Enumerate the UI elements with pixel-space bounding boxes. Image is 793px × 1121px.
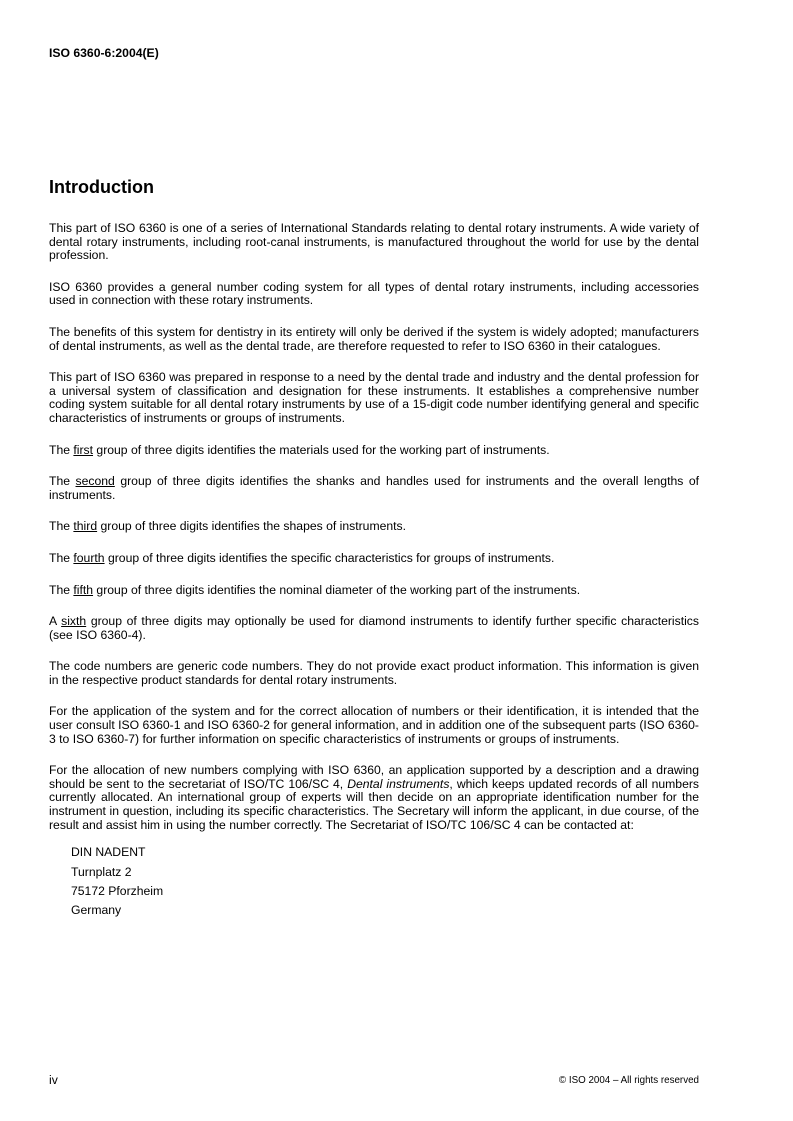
- paragraph-second-group: [49, 475, 699, 502]
- underlined-group-word: third: [73, 519, 98, 534]
- text-prefix: The: [49, 442, 74, 457]
- paragraph-fifth-group: [49, 584, 699, 598]
- text-suffix: group of three digits may optionally be used for diamond instruments to identify further specific characteristics (see ISO 6360-4).: [49, 614, 699, 642]
- address-organization: DIN NADENT: [71, 845, 146, 860]
- committee-name: Dental instruments: [347, 776, 450, 791]
- underlined-group-word: second: [75, 474, 115, 489]
- text-suffix: , which keeps updated records of all numbers currently allocated. An international group of experts will then decide on an appropriate identification number for the instrument in question, including its specific characteristics. The Secretary will inform the applicant, in due course, of the result and assist him in using the number correctly. The Secretariat of ISO/TC 106/SC 4 can be contacted at:: [49, 776, 699, 832]
- paragraph-purpose: This part of ISO 6360 was prepared in response to a need by the dental trade and industry and the dental profession for a universal system of classification and designation for these instruments. It establishes a comprehensive number coding system suitable for all dental rotary instruments by use of a 15-digit code number identifying general and specific characteristics of instruments or groups of instruments.: [49, 370, 699, 425]
- underlined-group-word: sixth: [61, 614, 87, 629]
- section-title: Introduction: [49, 177, 154, 197]
- address-country: Germany: [71, 903, 122, 918]
- document-identifier: ISO 6360-6:2004(E): [49, 46, 159, 60]
- text-suffix: group of three digits identifies the shapes of instruments.: [97, 519, 407, 534]
- address-street: Turnplatz 2: [71, 864, 132, 879]
- paragraph-sixth-group: [49, 615, 699, 642]
- copyright-notice: © ISO 2004 – All rights reserved: [558, 1075, 699, 1086]
- paragraph-series-overview: This part of ISO 6360 is one of a series of International Standards relating to dental rotary instruments. A wide variety of dental rotary instruments, including root-canal instruments, is manufactured throughout the world for use by the dental profession.: [49, 221, 699, 263]
- text-suffix: group of three digits identifies the specific characteristics for groups of instruments.: [104, 550, 555, 565]
- paragraph-first-group: [49, 444, 699, 458]
- text-prefix: The: [49, 474, 76, 489]
- paragraph-third-group: [49, 520, 699, 534]
- paragraph-new-numbers: [49, 764, 699, 832]
- text-suffix: group of three digits identifies the shanks and handles used for instruments and the overall lengths of instruments.: [49, 474, 699, 502]
- introduction-body: [49, 222, 699, 921]
- page-number: iv: [49, 1073, 58, 1087]
- paragraph-generic-codes: The code numbers are generic code numbers. They do not provide exact product information. This information is given in the respective product standards for dental rotary instruments.: [49, 659, 699, 687]
- paragraph-benefits: The benefits of this system for dentistry in its entirety will only be derived if the system is widely adopted; manufacturers of dental instruments, as well as the dental trade, are therefore requested to refer to ISO 6360 in their catalogues.: [49, 324, 699, 353]
- text-prefix: A: [49, 614, 62, 629]
- underlined-group-word: first: [73, 442, 94, 457]
- text-prefix: For the allocation of new numbers complying with ISO 6360, an application supported by a description and a drawing should be sent to the secretariat of ISO/TC 106/SC 4,: [49, 763, 699, 791]
- paragraph-coding-system: ISO 6360 provides a general number coding system for all types of dental rotary instruments, including accessories used in connection with these rotary instruments.: [49, 279, 699, 308]
- text-suffix: group of three digits identifies the materials used for the working part of instruments.: [93, 442, 550, 457]
- text-suffix: group of three digits identifies the nominal diameter of the working part of the instruments.: [93, 582, 581, 597]
- text-prefix: The: [49, 550, 74, 565]
- text-prefix: The: [49, 582, 74, 597]
- underlined-group-word: fourth: [73, 550, 105, 565]
- text-prefix: The: [49, 519, 74, 534]
- paragraph-application: For the application of the system and for the correct allocation of numbers or their identification, it is intended that the user consult ISO 6360-1 and ISO 6360-2 for general information, and in addition one of the subsequent parts (ISO 6360-3 to ISO 6360-7) for further information on specific characteristics of instruments or groups of instruments.: [49, 704, 699, 746]
- paragraph-fourth-group: [49, 552, 699, 566]
- address-city: 75172 Pforzheim: [71, 884, 164, 899]
- underlined-group-word: fifth: [73, 582, 94, 597]
- secretariat-address: [71, 843, 699, 921]
